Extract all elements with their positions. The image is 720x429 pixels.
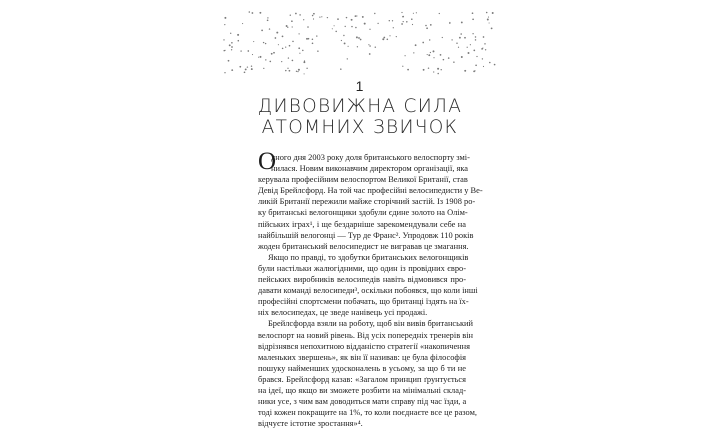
chapter-body-text: [258, 148, 483, 429]
decorative-dot: [404, 55, 405, 56]
decorative-dot: [224, 24, 225, 25]
text-line: тоді кожен покращите на 1%, то коли поєднаєте все це разом,: [258, 408, 477, 418]
text-line: відрізнявся непохитною відданістю стратегії «накопичення: [258, 341, 470, 351]
decorative-dot: [456, 43, 457, 44]
decorative-dot: [351, 26, 352, 27]
decorative-dot: [267, 17, 268, 18]
decorative-dot: [425, 25, 427, 27]
decorative-dot: [299, 14, 301, 16]
decorative-dot: [263, 68, 264, 69]
decorative-dot: [224, 50, 225, 51]
decorative-dot: [285, 70, 286, 71]
decorative-dot: [224, 72, 225, 73]
text-line: давати команді велосипеди³, оскільки побоявся, що коли інші: [258, 286, 478, 296]
decorative-dot: [289, 70, 291, 72]
decorative-dot: [449, 22, 450, 23]
text-line: відчуєте істотне зростання»⁴.: [258, 419, 363, 429]
decorative-dot: [389, 20, 390, 21]
decorative-dot: [468, 52, 470, 54]
decorative-dot: [461, 56, 463, 58]
decorative-dot: [251, 68, 253, 70]
text-line: жоден британський велосипедист не вигравав це змагання.: [258, 241, 469, 251]
decorative-dot: [231, 46, 233, 48]
decorative-dot: [224, 17, 226, 19]
decorative-dot: [413, 52, 414, 53]
decorative-dot: [422, 42, 424, 44]
decorative-dot: [473, 50, 475, 52]
decorative-dot: [251, 65, 252, 66]
decorative-dot: [289, 45, 291, 47]
decorative-dot: [416, 12, 417, 13]
decorative-dot: [369, 45, 371, 47]
decorative-dot: [332, 28, 333, 29]
text-line: пейських виробників велосипедів навіть відмовився про-: [258, 275, 466, 285]
text-line: Брейлсфорда взяли на роботу, щоб він вивів британський: [268, 319, 473, 329]
decorative-dot: [292, 60, 294, 62]
decorative-dot: [281, 61, 282, 62]
decorative-dot: [263, 42, 264, 43]
decorative-dot: [303, 61, 305, 63]
decorative-dot: [475, 36, 476, 37]
decorative-dot: [423, 69, 425, 71]
decorative-dot: [437, 68, 439, 70]
decorative-dot: [401, 12, 402, 13]
decorative-dot: [489, 62, 491, 64]
decorative-dot: [244, 71, 246, 73]
decorative-dot: [252, 12, 254, 14]
decorative-dot: [228, 60, 230, 62]
decorative-dot: [360, 39, 362, 41]
decorative-dot: [488, 17, 489, 18]
decorative-dot: [297, 71, 298, 72]
text-line: пійських іграх¹, і ще бездарніше зарекомендували себе на: [258, 219, 466, 229]
decorative-dot: [285, 47, 286, 48]
decorative-dot: [430, 24, 432, 26]
decorative-dot: [337, 18, 339, 20]
decorative-dot: [327, 17, 328, 18]
decorative-dot: [231, 69, 233, 71]
decorative-dot: [494, 64, 496, 66]
decorative-dot: [464, 37, 466, 39]
decorative-dot: [340, 68, 342, 70]
decorative-dot: [484, 43, 485, 44]
text-line: нилася. Новим виконавчим директором організації, яка: [271, 164, 469, 174]
decorative-dot: [335, 31, 337, 33]
decorative-dot: [304, 73, 305, 74]
decorative-dot: [308, 38, 310, 40]
decorative-dot: [356, 36, 358, 38]
decorative-dot: [483, 36, 485, 38]
decorative-dot: [383, 37, 385, 39]
decorative-dot: [403, 21, 404, 22]
decorative-dot: [296, 71, 297, 72]
decorative-dot: [412, 24, 413, 25]
decorative-dot: [295, 13, 297, 15]
decorative-dot: [482, 48, 483, 49]
decorative-dot: [486, 12, 488, 14]
decorative-dot: [392, 20, 393, 21]
decorative-dot: [271, 53, 273, 55]
decorative-dot: [307, 26, 309, 28]
decorative-dot: [402, 66, 403, 67]
decorative-dot: [273, 52, 275, 54]
decorative-dot: [406, 21, 408, 23]
decorative-dot: [437, 73, 439, 75]
decorative-dot: [356, 15, 357, 16]
decorative-dot: [290, 14, 291, 15]
decorative-dot: [259, 12, 261, 14]
decorative-dot: [313, 13, 315, 15]
decorative-dot: [312, 15, 314, 17]
decorative-dot: [364, 23, 366, 25]
text-line: брався. Брейлсфорд казав: «Загалом принцип ґрунтується: [258, 374, 466, 384]
decorative-dot: [467, 47, 468, 48]
decorative-dot: [426, 27, 428, 29]
decorative-dot: [374, 13, 375, 14]
decorative-dot: [265, 59, 266, 60]
drop-cap: О: [258, 148, 277, 175]
decorative-dot: [415, 44, 417, 46]
decorative-dot: [287, 27, 288, 28]
decorative-dot: [292, 26, 293, 27]
decorative-dot: [473, 71, 475, 73]
decorative-dot: [389, 35, 390, 36]
decorative-dot: [282, 48, 284, 50]
decorative-dot: [245, 68, 247, 70]
decorative-dot: [458, 47, 459, 48]
decorative-dot: [345, 26, 346, 27]
text-line: ніх велосипедах, це зведе нанівець усі продажі.: [258, 308, 428, 318]
decorative-dot: [351, 19, 353, 21]
decorative-dot: [428, 67, 429, 68]
decorative-dot: [299, 53, 300, 54]
decorative-dot: [313, 18, 314, 19]
decorative-dot: [362, 16, 364, 18]
decorative-dot: [487, 19, 489, 21]
decorative-dot: [312, 38, 314, 40]
decorative-dot: [377, 23, 378, 24]
decorative-dot: [230, 33, 231, 34]
decorative-dot: [358, 37, 360, 39]
decorative-dot: [413, 13, 414, 14]
decorative-dot: [317, 50, 319, 52]
decorative-dot: [357, 46, 358, 47]
decorative-dot: [491, 28, 493, 30]
decorative-dot: [282, 36, 284, 38]
decorative-dot: [306, 38, 308, 40]
decorative-dot: [443, 59, 445, 61]
decorative-dot: [298, 69, 300, 71]
decorative-dot: [249, 11, 251, 13]
decorative-dot: [229, 44, 231, 46]
decorative-dot: [369, 29, 370, 30]
decorative-dot: [433, 71, 434, 72]
decorative-dot: [472, 18, 474, 20]
decorative-dot: [382, 38, 384, 40]
decorative-dot: [302, 50, 304, 52]
decorative-dot: [489, 22, 490, 23]
decorative-dot: [430, 52, 431, 53]
text-line: професійні спортсмени побачать, що британці їздять на їх-: [258, 297, 469, 307]
decorative-dot: [460, 33, 462, 35]
decorative-dot: [287, 68, 288, 69]
decorative-dot: [439, 13, 440, 14]
chapter-title-line-1: ДИВОВИЖНА СИЛА: [257, 96, 463, 117]
decorative-dot: [453, 61, 455, 63]
decorative-dot: [278, 44, 279, 45]
decorative-dot: [316, 35, 317, 36]
text-line: найбільшій велогонці — Тур де Франс². Упродовж 110 років: [258, 230, 474, 240]
text-line: дного дня 2003 року доля британського велоспорту змі-: [271, 153, 470, 162]
text-line: пошуку найменших удосконалень в усьому, за що б ти не: [258, 363, 466, 373]
decorative-dot: [237, 34, 239, 36]
text-line: ку британські велогонщики здобули єдине золото на Олім-: [258, 208, 468, 218]
chapter-number: 1: [355, 78, 365, 94]
decorative-dot: [341, 40, 342, 41]
decorative-dot: [411, 18, 413, 20]
decorative-dot: [346, 17, 347, 18]
decorative-dot: [483, 66, 484, 67]
decorative-dot: [303, 19, 304, 20]
decorative-dot: [461, 21, 463, 23]
decorative-dot: [369, 53, 371, 55]
decorative-dot: [355, 27, 357, 29]
decorative-dot: [476, 56, 477, 57]
decorative-dot: [252, 54, 253, 55]
decorative-dot: [387, 39, 389, 41]
decorative-dot: [355, 15, 357, 17]
text-line: маленьких звершень», як він її називав: це була філософія: [258, 352, 466, 362]
decorative-dot: [247, 66, 248, 67]
decorative-dot: [344, 42, 346, 44]
decorative-dot: [427, 54, 428, 55]
decorative-dot: [485, 49, 486, 50]
decorative-dot: [475, 64, 477, 66]
decorative-dot: [368, 44, 369, 45]
decorative-dot: [464, 70, 466, 72]
decorative-dot: [321, 16, 322, 17]
decorative-dot: [470, 44, 471, 45]
decorative-dot: [267, 19, 269, 21]
decorative-dot: [240, 50, 241, 51]
decorative-dot: [261, 30, 263, 32]
decorative-dot: [459, 37, 461, 39]
decorative-dot: [247, 50, 249, 52]
decorative-dot: [269, 61, 271, 63]
decorative-dot: [258, 57, 259, 58]
decorative-dot: [223, 39, 224, 40]
decorative-dot: [292, 41, 294, 43]
decorative-dot: [440, 54, 442, 56]
decorative-dot: [428, 54, 430, 56]
decorative-dot: [433, 50, 435, 52]
text-line: Девід Брейлсфорд. На той час професійні велосипедисти у Ве-: [258, 186, 483, 196]
decorative-dot: [242, 23, 243, 24]
decorative-dot: [298, 33, 299, 34]
decorative-dot: [343, 35, 344, 36]
decorative-dot: [375, 46, 376, 47]
decorative-dot: [231, 42, 233, 44]
decorative-dot: [472, 12, 474, 14]
decorative-dot-pattern: [224, 12, 496, 74]
decorative-dot: [286, 25, 288, 27]
decorative-dot: [334, 25, 335, 26]
decorative-dot: [393, 27, 394, 28]
decorative-dot: [306, 68, 307, 69]
decorative-dot: [312, 42, 314, 44]
decorative-dot: [298, 47, 300, 49]
decorative-dot: [291, 20, 293, 22]
decorative-dot: [231, 49, 232, 50]
decorative-dot: [275, 37, 277, 39]
decorative-dot: [253, 41, 254, 42]
decorative-dot: [441, 69, 442, 70]
decorative-dot: [442, 37, 443, 38]
decorative-dot: [448, 57, 450, 59]
decorative-dot: [276, 32, 278, 34]
decorative-dot: [396, 36, 397, 37]
decorative-dot: [433, 57, 434, 58]
text-line: велоспорт на новий рівень. Від усіх попередніх тренерів він: [258, 330, 474, 340]
decorative-dot: [451, 39, 452, 40]
decorative-dot: [407, 69, 409, 71]
decorative-dot: [288, 57, 289, 58]
text-line: керувала професійним велоспортом Великої Британії, став: [258, 175, 468, 185]
text-line: були настільки жалюгідними, що один із провідних євро-: [258, 263, 466, 273]
decorative-dot: [429, 39, 430, 40]
decorative-dot: [492, 12, 494, 14]
decorative-dot: [482, 58, 483, 59]
decorative-dot: [319, 16, 320, 17]
decorative-dot: [402, 16, 404, 18]
chapter-title: [0, 96, 720, 138]
decorative-dot: [472, 33, 473, 34]
decorative-dot: [348, 46, 349, 47]
text-line: ликій Британії пережили майже сторічний застій. Із 1908 ро-: [258, 197, 476, 207]
chapter-title-line-2: АТОМНИХ ЗВИЧОК: [261, 117, 459, 138]
decorative-dot: [265, 43, 266, 44]
decorative-dot: [269, 28, 270, 29]
text-line: Якщо по правді, то здобутки британських велогонщиків: [268, 252, 469, 262]
decorative-dot: [238, 40, 240, 42]
decorative-dot: [401, 23, 403, 25]
text-line: на ідеї, що якщо ви зможете розбити на мінімальні склад-: [258, 385, 466, 395]
decorative-dot: [239, 66, 241, 68]
decorative-dot: [347, 58, 348, 59]
decorative-dot: [475, 39, 477, 41]
decorative-dot: [260, 56, 262, 58]
text-line: ники усе, з чим вам доводиться мати справу під час їзди, а: [258, 397, 467, 407]
